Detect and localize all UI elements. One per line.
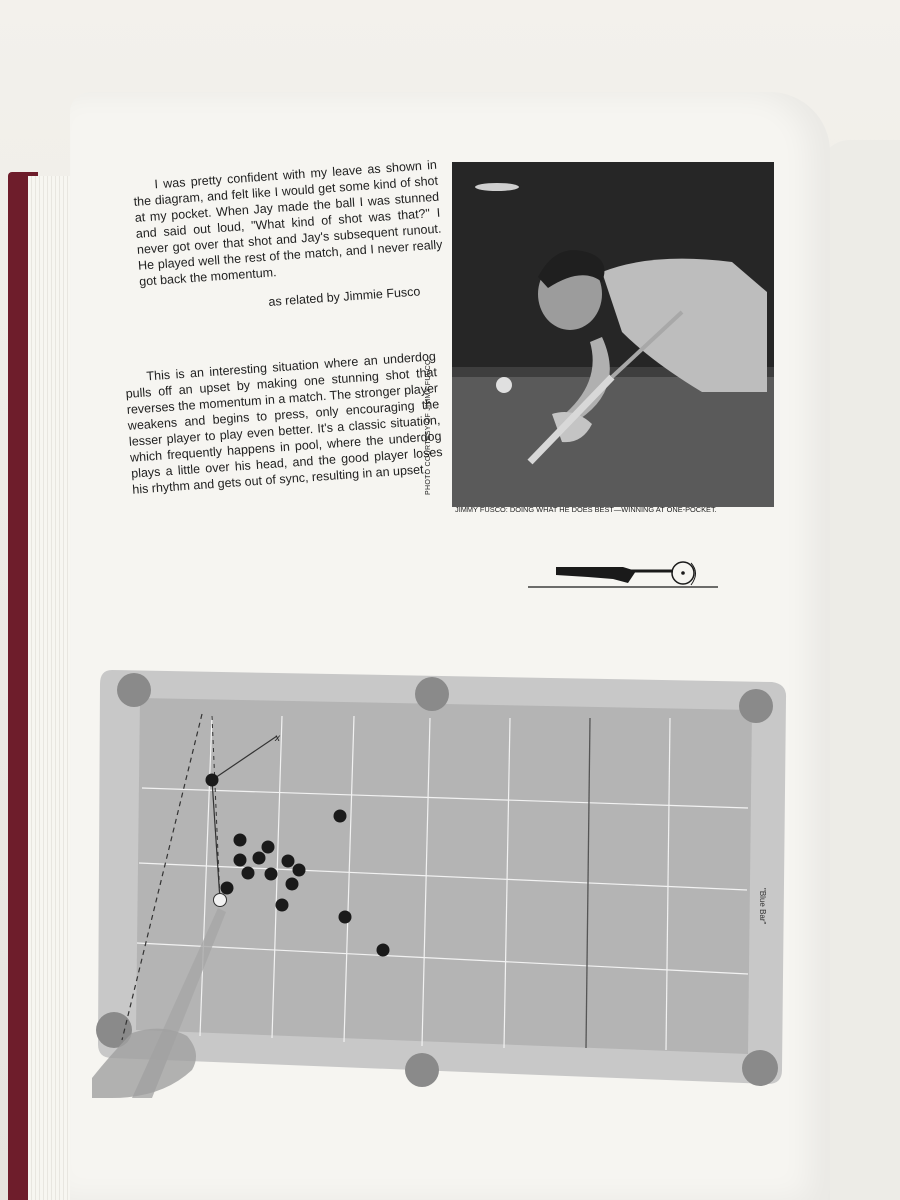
pocket-top-middle bbox=[415, 677, 449, 711]
quote-paragraph: I was pretty confident with my leave as shown in the diagram, and felt like I would get some kind of shot at my pocket. When Jay made the ball I was stunned and said out loud, "What kind of shot was that?" I never got over that shot and Jay's subsequent runout. He played well the rest of the match, and I never really got back the momentum. bbox=[133, 157, 443, 289]
quote-attribution: as related by Jimmie Fusco bbox=[268, 284, 421, 309]
object-ball bbox=[253, 852, 266, 865]
pocket-top-right bbox=[739, 689, 773, 723]
pocket-bottom-middle bbox=[405, 1053, 439, 1087]
body-paragraph: This is an interesting situation where an underdog pulls off an upset by making one stunning shot that reverses the momentum in a match. The stronger player weakens and begins to press, only encouraging the lesser player to play even better. It's a classic situation, which frequently happens in pool, where the underdog plays a little over his head, and the good player loses his rhythm and gets out of sync, resulting in an upset. bbox=[125, 349, 443, 497]
pocket-bottom-right bbox=[742, 1050, 778, 1086]
object-ball bbox=[265, 868, 278, 881]
object-ball bbox=[206, 774, 219, 787]
object-ball bbox=[334, 810, 347, 823]
object-ball bbox=[234, 854, 247, 867]
bridge-hand-icon bbox=[528, 555, 718, 600]
pocket-top-left bbox=[117, 673, 151, 707]
object-ball bbox=[293, 864, 306, 877]
photo-credit: PHOTO COURTESY OF JIMMY FUSCO bbox=[425, 359, 432, 495]
object-ball bbox=[242, 867, 255, 880]
pool-table-diagram bbox=[92, 658, 792, 1103]
facing-page bbox=[820, 140, 900, 1200]
target-marker: x bbox=[275, 733, 280, 744]
cue-ball bbox=[214, 894, 227, 907]
object-ball bbox=[282, 855, 295, 868]
object-ball bbox=[221, 882, 234, 895]
player-photo bbox=[452, 162, 774, 507]
rail-label: "Blue Bar" bbox=[758, 888, 767, 925]
object-ball bbox=[262, 841, 275, 854]
object-ball bbox=[339, 911, 352, 924]
object-ball bbox=[276, 899, 289, 912]
object-ball bbox=[234, 834, 247, 847]
object-ball bbox=[377, 944, 390, 957]
photo-caption: JIMMY FUSCO: DOING WHAT HE DOES BEST—WINNING AT ONE-POCKET. bbox=[455, 505, 717, 514]
object-ball bbox=[286, 878, 299, 891]
